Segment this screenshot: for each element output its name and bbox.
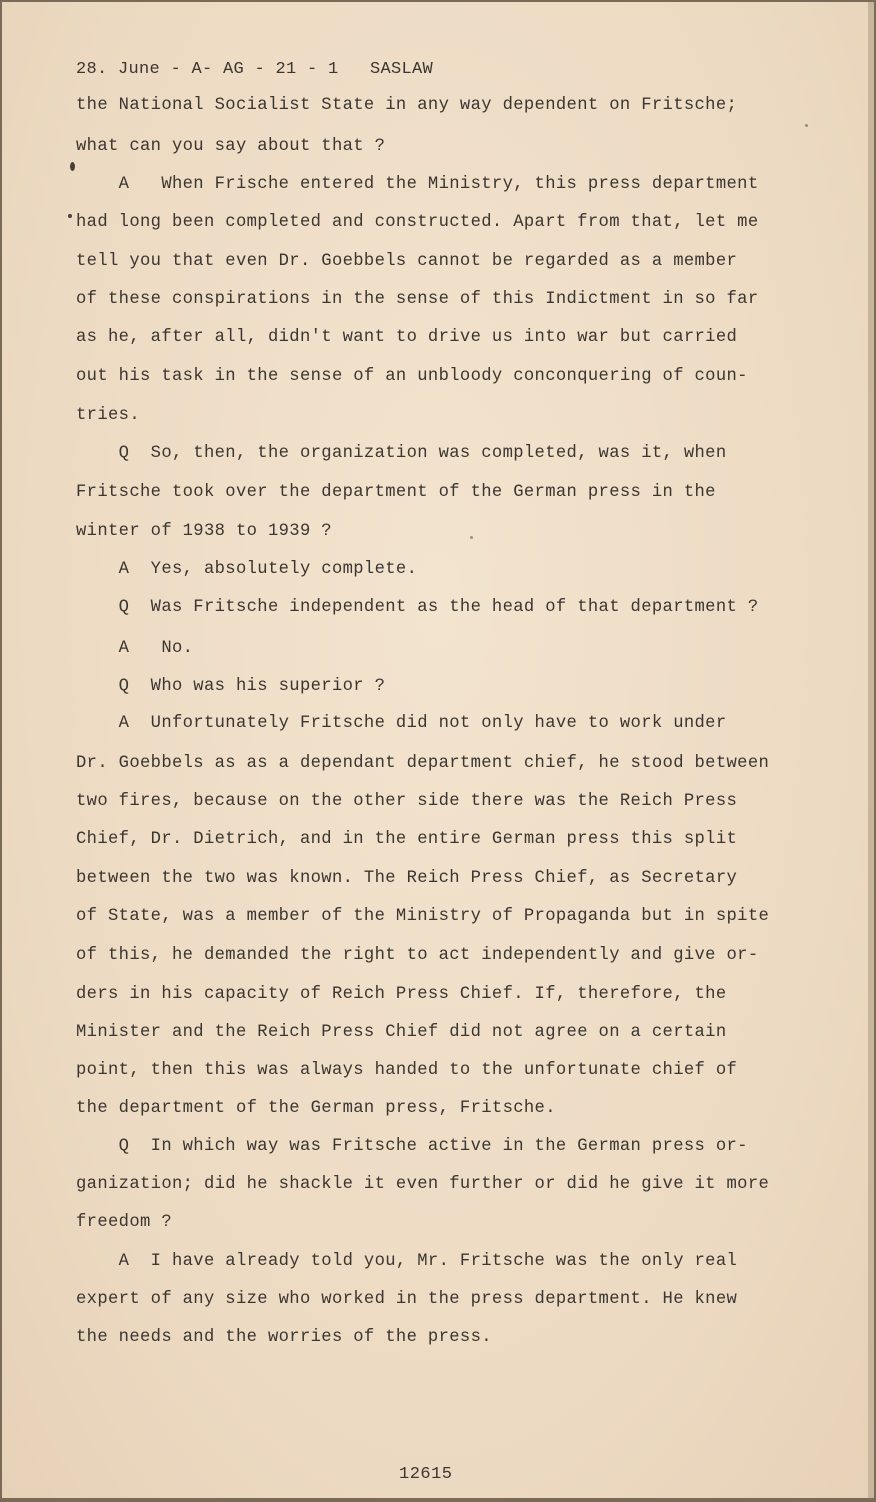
ink-speck [68,214,72,218]
text-line: A Yes, absolutely complete. [76,560,418,579]
text-line: Minister and the Reich Press Chief did not agree on a certain [76,1023,727,1042]
document-page [2,2,874,1498]
text-line: of these conspirations in the sense of this Indictment in so far [76,290,759,309]
text-line: Dr. Goebbels as as a dependant department chief, he stood between [76,754,770,773]
ink-speck [805,124,808,127]
text-line: as he, after all, didn't want to drive us into war but carried [76,328,738,347]
text-line: Q In which way was Fritsche active in the German press or- [76,1137,748,1156]
text-line: expert of any size who worked in the press department. He knew [76,1290,738,1309]
text-line: A Unfortunately Fritsche did not only have to work under [76,714,727,733]
text-line: the National Socialist State in any way dependent on Fritsche; [76,96,738,115]
text-line: of State, was a member of the Ministry of Propaganda but in spite [76,907,770,926]
text-line: two fires, because on the other side there was the Reich Press [76,792,738,811]
text-line: A I have already told you, Mr. Fritsche was the only real [76,1252,738,1271]
text-line: Q Who was his superior ? [76,677,386,696]
text-line: what can you say about that ? [76,137,386,156]
text-line: of this, he demanded the right to act independently and give or- [76,946,759,965]
ink-speck [70,162,75,171]
text-line: Chief, Dr. Dietrich, and in the entire German press this split [76,830,738,849]
text-line: Q So, then, the organization was completed, was it, when [76,444,727,463]
text-line: between the two was known. The Reich Press Chief, as Secretary [76,869,738,888]
text-line: point, then this was always handed to the unfortunate chief of [76,1061,738,1080]
page-number: 12615 [399,1465,453,1484]
text-line: tell you that even Dr. Goebbels cannot be regarded as a member [76,252,738,271]
text-line: Fritsche took over the department of the German press in the [76,483,716,502]
text-line: the department of the German press, Fritsche. [76,1099,556,1118]
ink-speck [470,536,473,539]
text-line: A No. [76,639,194,658]
text-line: ders in his capacity of Reich Press Chief. If, therefore, the [76,985,727,1004]
text-line: tries. [76,406,140,425]
text-line: out his task in the sense of an unbloody conconquering of coun- [76,367,748,386]
text-line: A When Frische entered the Ministry, this press department [76,175,759,194]
page-edge [868,2,874,1498]
text-line: freedom ? [76,1213,172,1232]
text-line: winter of 1938 to 1939 ? [76,522,332,541]
text-line: Q Was Fritsche independent as the head of that department ? [76,598,759,617]
page-header: 28. June - A- AG - 21 - 1 SASLAW [76,60,434,79]
text-line: ganization; did he shackle it even further or did he give it more [76,1175,770,1194]
text-line: the needs and the worries of the press. [76,1328,492,1347]
text-line: had long been completed and constructed. Apart from that, let me [76,213,759,232]
